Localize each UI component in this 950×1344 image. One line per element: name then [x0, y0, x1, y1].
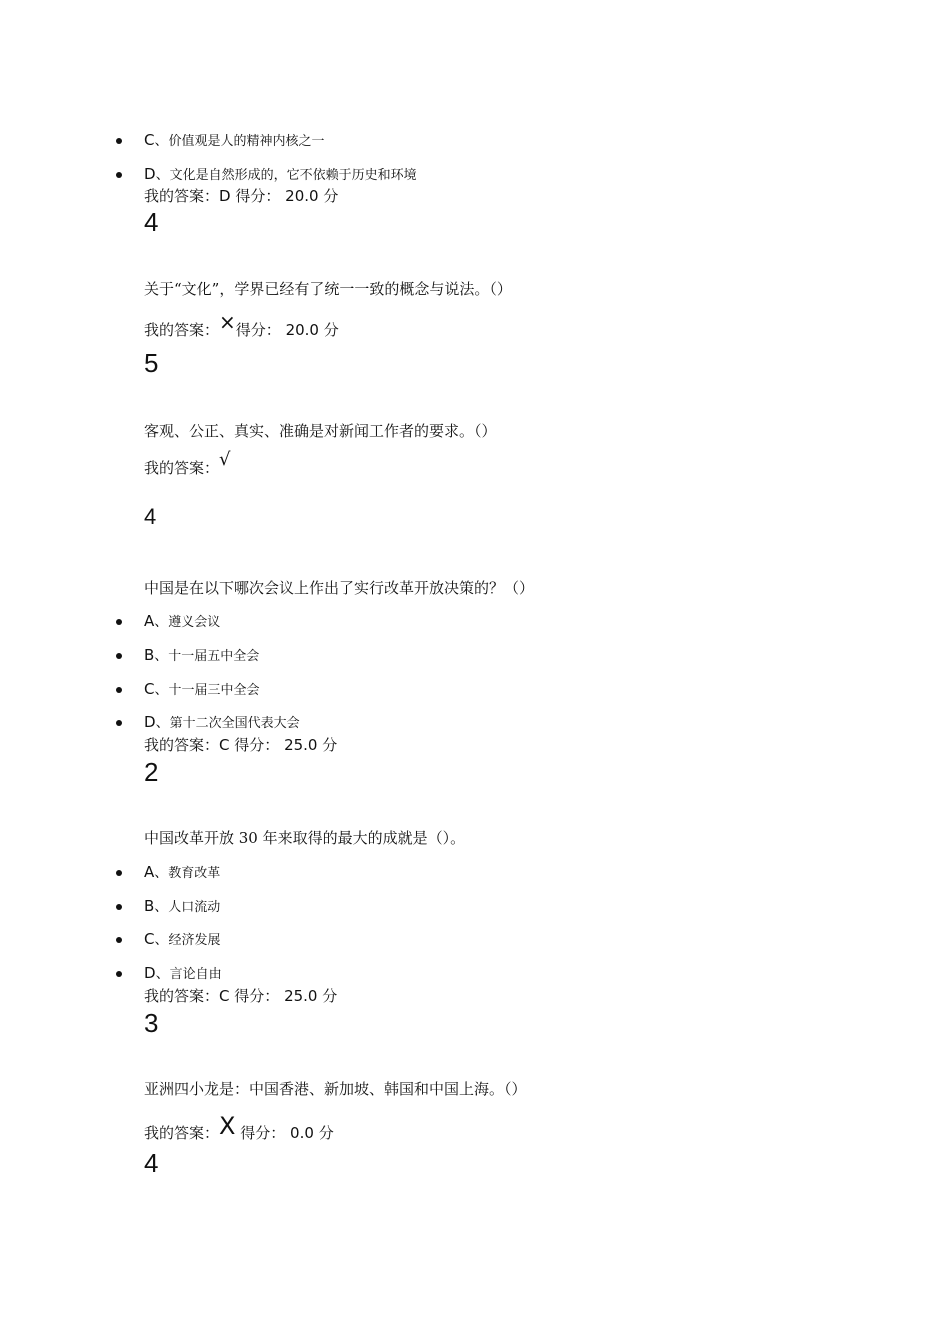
question-text: 关于“文化”，学界已经有了统一一致的概念与说法。（）	[144, 280, 512, 298]
option-b: B、十一届五中全会	[144, 646, 260, 664]
option-letter: D	[144, 713, 156, 731]
list-bullet	[116, 619, 122, 625]
option-d: D、言论自由	[144, 964, 222, 982]
score-unit: 分	[322, 987, 338, 1005]
option-a: A、遵义会议	[144, 612, 221, 630]
option-letter: C	[144, 680, 155, 698]
my-answer	[144, 310, 339, 340]
score-value: 20.0	[285, 187, 319, 205]
question-number: 5	[144, 348, 159, 378]
answer-choice: D	[219, 187, 231, 205]
list-bullet	[116, 138, 122, 144]
answer-label: 我的答案：	[144, 736, 220, 754]
answer-label: 我的答案：	[144, 1124, 220, 1142]
option-text: 经济发展	[168, 933, 221, 948]
option-text: 十一届三中全会	[168, 683, 260, 698]
option-text: 第十二次全国代表大会	[169, 716, 300, 731]
score-label: 得分：	[240, 1124, 286, 1142]
my-answer	[144, 449, 231, 478]
question-text: 客观、公正、真实、准确是对新闻工作者的要求。（）	[144, 422, 497, 440]
score-value: 25.0	[284, 736, 318, 754]
option-a: A、教育改革	[144, 863, 221, 881]
list-bullet	[116, 653, 122, 659]
answer-label: 我的答案：	[144, 459, 220, 477]
score-value: 20.0	[285, 321, 319, 339]
option-text: 文化是自然形成的，它不依赖于历史和环境	[169, 168, 417, 183]
list-bullet	[116, 904, 122, 910]
list-bullet	[116, 870, 122, 876]
score-label: 得分：	[234, 987, 280, 1005]
list-bullet	[116, 720, 122, 726]
list-bullet	[116, 937, 122, 943]
option-letter: A	[144, 612, 155, 630]
option-c: C、价值观是人的精神内核之一	[144, 131, 325, 149]
answer-choice: C	[219, 736, 230, 754]
option-d: D、文化是自然形成的，它不依赖于历史和环境	[144, 165, 417, 183]
option-text: 十一届五中全会	[168, 649, 260, 664]
option-c: C、经济发展	[144, 930, 221, 948]
answer-choice: C	[219, 987, 230, 1005]
option-text: 人口流动	[168, 900, 221, 915]
option-b: B、人口流动	[144, 897, 221, 915]
my-answer	[144, 185, 338, 206]
option-text: 教育改革	[168, 866, 221, 881]
option-letter: C	[144, 131, 155, 149]
option-letter: D	[144, 165, 156, 183]
question-number: 4	[144, 1148, 159, 1178]
score-label: 得分：	[234, 736, 280, 754]
my-answer	[144, 1112, 334, 1144]
answer-label: 我的答案：	[144, 187, 220, 205]
list-bullet	[116, 172, 122, 178]
score-unit: 分	[322, 736, 338, 754]
wrong-mark-icon: X	[219, 1112, 236, 1140]
score-label: 得分：	[235, 321, 281, 339]
option-text: 遵义会议	[168, 615, 221, 630]
score-value: 25.0	[284, 987, 318, 1005]
option-text: 言论自由	[169, 967, 222, 982]
answer-label: 我的答案：	[144, 987, 220, 1005]
option-letter: B	[144, 897, 155, 915]
option-letter: D	[144, 964, 156, 982]
score-unit: 分	[323, 321, 339, 339]
list-bullet	[116, 971, 122, 977]
option-letter: A	[144, 863, 155, 881]
option-letter: C	[144, 930, 155, 948]
question-text: 中国是在以下哪次会议上作出了实行改革开放决策的？（）	[144, 579, 535, 597]
question-number: 2	[144, 757, 159, 787]
option-d: D、第十二次全国代表大会	[144, 713, 300, 731]
score-value: 0.0	[290, 1124, 314, 1142]
question-number: 3	[144, 1008, 159, 1038]
option-c: C、十一届三中全会	[144, 680, 260, 698]
my-answer	[144, 734, 337, 755]
check-mark-icon: √	[219, 449, 231, 470]
score-label: 得分：	[235, 187, 281, 205]
list-bullet	[116, 687, 122, 693]
wrong-mark-icon: ×	[219, 310, 236, 334]
answer-label: 我的答案：	[144, 321, 220, 339]
question-text: 中国改革开放 30 年来取得的最大的成就是（）。	[144, 829, 466, 847]
score-unit: 分	[323, 187, 339, 205]
option-letter: B	[144, 646, 155, 664]
question-number: 4	[144, 207, 159, 237]
option-text: 价值观是人的精神内核之一	[168, 134, 325, 149]
question-number: 4	[144, 504, 157, 529]
question-text: 亚洲四小龙是：中国香港、新加坡、韩国和中国上海。（）	[144, 1080, 527, 1098]
score-unit: 分	[318, 1124, 334, 1142]
my-answer	[144, 985, 337, 1006]
